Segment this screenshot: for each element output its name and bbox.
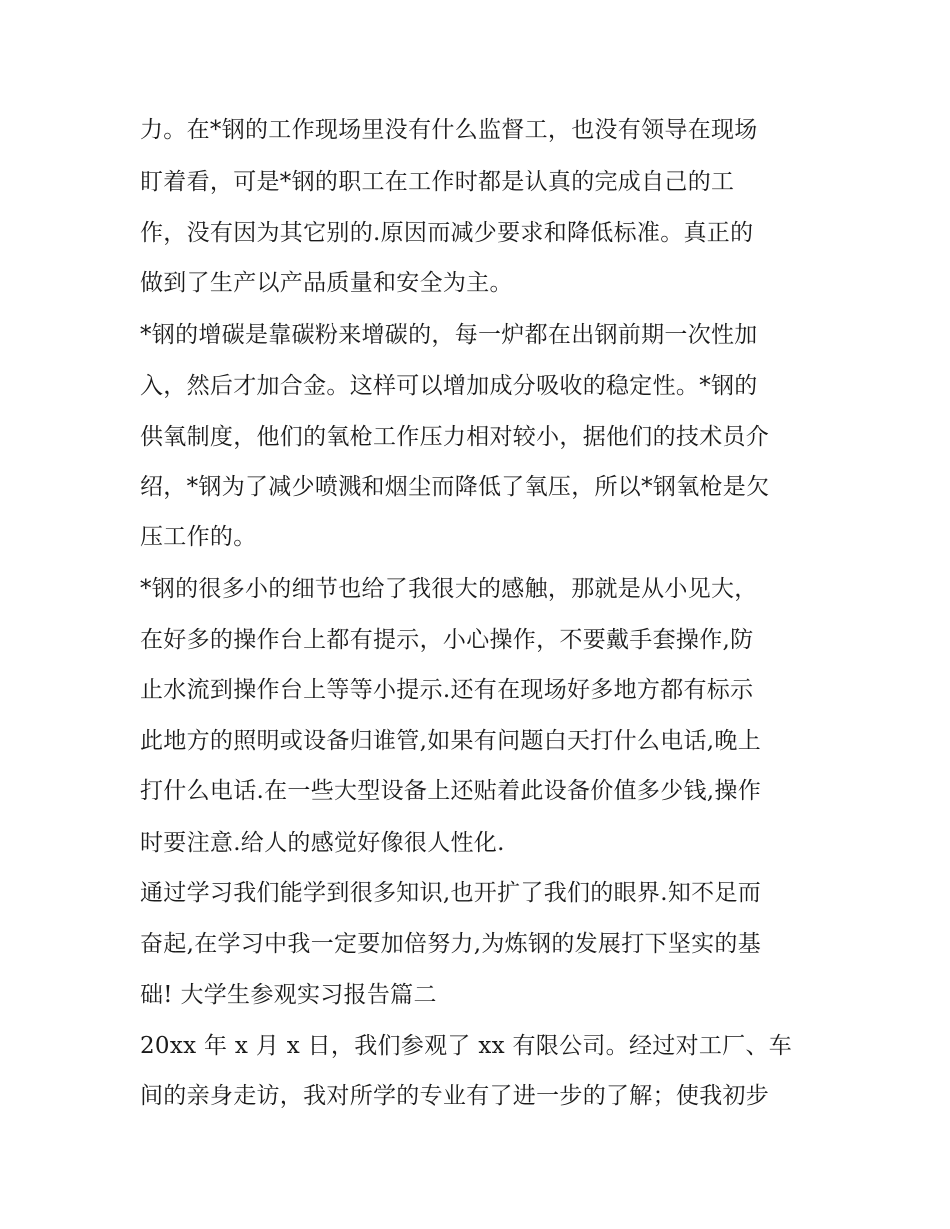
text-line: 间的亲身走访，我对所学的专业有了进一步的了解；使我初步: [140, 1083, 770, 1109]
text-line: 绍，*钢为了减少喷溅和烟尘而降低了氧压，所以*钢氧枪是欠: [140, 474, 770, 500]
text-line: 作，没有因为其它别的.原因而减少要求和降低标准。真正的: [140, 220, 754, 246]
text-line: 时要注意.给人的感觉好像很人性化.: [140, 830, 505, 856]
text-line: 通过学习我们能学到很多知识,也开扩了我们的眼界.知不足而: [140, 880, 762, 906]
text-line: 压工作的。: [140, 524, 257, 550]
text-line: 奋起,在学习中我一定要加倍努力,为炼钢的发展打下坚实的基: [140, 931, 762, 957]
text-line: *钢的增碳是靠碳粉来增碳的，每一炉都在出钢前期一次性加: [140, 322, 758, 348]
text-line: 础! 大学生参观实习报告篇二: [140, 982, 437, 1008]
text-line: 力。在*钢的工作现场里没有什么监督工，也没有领导在现场: [140, 117, 758, 143]
text-line: 打什么电话.在一些大型设备上还贴着此设备价值多少钱,操作: [140, 778, 762, 804]
text-line: 在好多的操作台上都有提示，小心操作，不要戴手套操作,防: [140, 627, 754, 653]
text-line: 20xx 年 x 月 x 日，我们参观了 xx 有限公司。经过对工厂、车: [140, 1033, 793, 1059]
text-line: 此地方的照明或设备归谁管,如果有问题白天打什么电话,晚上: [140, 728, 762, 754]
text-line: 入，然后才加合金。这样可以增加成分吸收的稳定性。*钢的: [140, 373, 758, 399]
text-line: 做到了生产以产品质量和安全为主。: [140, 270, 513, 296]
text-line: 止水流到操作台上等等小提示.还有在现场好多地方都有标示: [140, 677, 754, 703]
text-line: *钢的很多小的细节也给了我很大的感触，那就是从小见大，: [140, 576, 758, 602]
text-line: 盯着看，可是*钢的职工在工作时都是认真的完成自己的工: [140, 169, 735, 195]
text-line: 供氧制度，他们的氧枪工作压力相对较小，据他们的技术员介: [140, 424, 770, 450]
